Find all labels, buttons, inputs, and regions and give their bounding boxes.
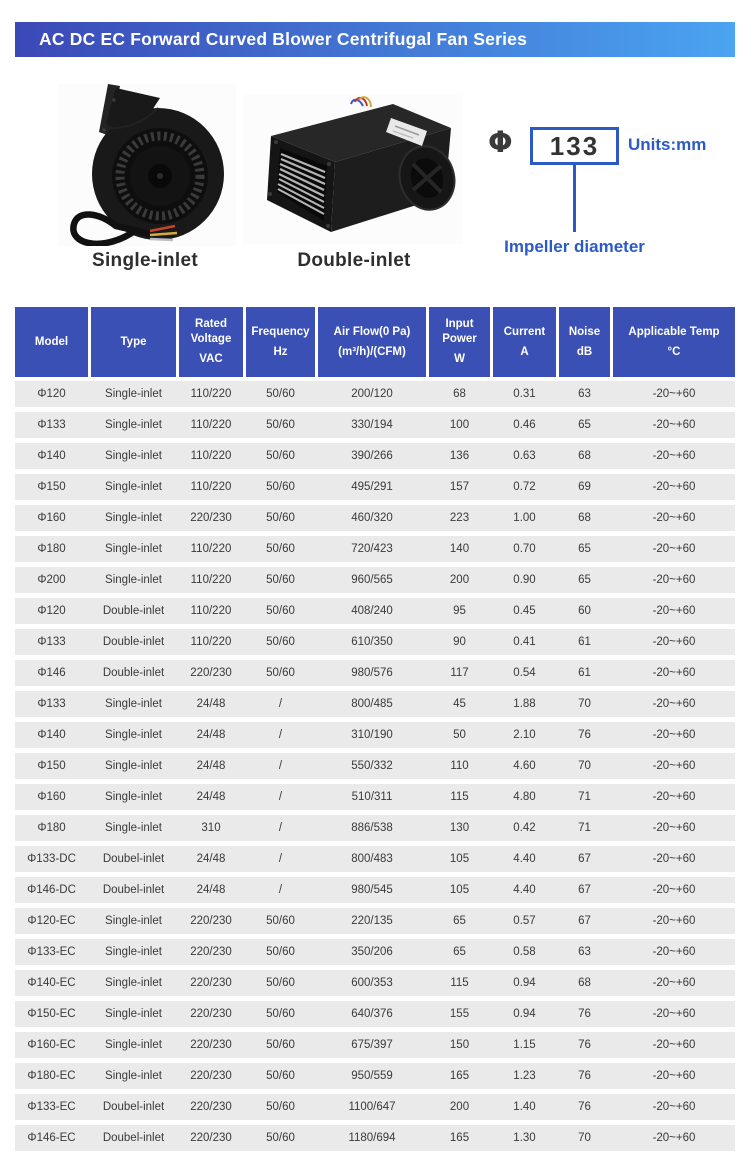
table-cell: -20~+60 bbox=[652, 667, 696, 679]
table-cell: 65 bbox=[578, 543, 591, 555]
impeller-diameter-value: 133 bbox=[549, 130, 600, 161]
table-cell: 4.60 bbox=[513, 760, 536, 772]
table-cell: 68 bbox=[578, 450, 591, 462]
table-cell: -20~+60 bbox=[652, 636, 696, 648]
table-cell: -20~+60 bbox=[652, 698, 696, 710]
table-row bbox=[15, 505, 735, 531]
table-row bbox=[15, 691, 735, 717]
units-label: Units:mm bbox=[628, 135, 707, 154]
table-cell: 24/48 bbox=[196, 760, 226, 772]
table-cell: 50/60 bbox=[266, 915, 295, 927]
table-cell: 408/240 bbox=[351, 605, 393, 617]
table-cell: 67 bbox=[578, 853, 591, 865]
page-title-banner bbox=[15, 22, 735, 57]
table-cell: 220/230 bbox=[190, 946, 232, 958]
table-cell: 200 bbox=[449, 574, 470, 586]
table-cell: 95 bbox=[453, 605, 466, 617]
table-cell: Single-inlet bbox=[105, 698, 162, 710]
phi-diameter-symbol: Φ bbox=[488, 125, 513, 159]
table-cell: 495/291 bbox=[351, 481, 393, 493]
table-cell: Doubel-inlet bbox=[102, 884, 165, 896]
table-row bbox=[15, 567, 735, 593]
table-cell: 675/397 bbox=[351, 1039, 393, 1051]
table-cell: Φ150-EC bbox=[27, 1008, 76, 1020]
table-row bbox=[15, 846, 735, 872]
table-cell: Φ140 bbox=[37, 729, 66, 741]
column-header: Rated Voltage VAC bbox=[179, 307, 243, 377]
table-cell: Single-inlet bbox=[105, 1039, 162, 1051]
table-cell: 0.72 bbox=[513, 481, 536, 493]
specification-table bbox=[15, 307, 735, 1156]
impeller-diameter-value-box bbox=[530, 127, 619, 165]
table-cell: 24/48 bbox=[196, 853, 226, 865]
table-row bbox=[15, 474, 735, 500]
table-cell: 69 bbox=[578, 481, 591, 493]
table-cell: Single-inlet bbox=[105, 450, 162, 462]
column-header: Current A bbox=[493, 307, 556, 377]
table-cell: 4.40 bbox=[513, 884, 536, 896]
table-cell: 65 bbox=[578, 574, 591, 586]
table-cell: 110 bbox=[450, 760, 469, 772]
table-cell: Φ120 bbox=[37, 388, 66, 400]
table-cell: 165 bbox=[449, 1132, 470, 1144]
table-cell: 0.45 bbox=[513, 605, 536, 617]
table-cell: Single-inlet bbox=[105, 977, 162, 989]
table-cell: 4.40 bbox=[513, 853, 536, 865]
table-cell: Single-inlet bbox=[105, 512, 162, 524]
table-cell: 65 bbox=[578, 419, 591, 431]
table-cell: Single-inlet bbox=[105, 915, 162, 927]
table-cell: Φ180 bbox=[37, 543, 66, 555]
table-cell: 50/60 bbox=[266, 636, 295, 648]
table-cell: -20~+60 bbox=[652, 791, 696, 803]
table-row bbox=[15, 784, 735, 810]
table-cell: 63 bbox=[578, 946, 591, 958]
table-cell: 50/60 bbox=[266, 419, 295, 431]
double-inlet-blower-icon bbox=[243, 94, 463, 244]
table-cell: / bbox=[278, 791, 283, 803]
table-cell: -20~+60 bbox=[652, 450, 696, 462]
table-cell: 76 bbox=[578, 1101, 591, 1113]
table-cell: Φ133 bbox=[37, 636, 66, 648]
table-cell: 140 bbox=[449, 543, 470, 555]
table-cell: Φ160 bbox=[37, 512, 66, 524]
table-cell: 4.80 bbox=[513, 791, 536, 803]
table-cell: 110/220 bbox=[190, 481, 232, 493]
table-cell: 105 bbox=[449, 884, 470, 896]
table-row bbox=[15, 815, 735, 841]
table-cell: 1180/694 bbox=[348, 1132, 396, 1144]
table-cell: 220/230 bbox=[190, 667, 232, 679]
table-row bbox=[15, 443, 735, 469]
table-cell: 0.41 bbox=[513, 636, 536, 648]
table-cell: 800/483 bbox=[351, 853, 393, 865]
table-cell: 220/230 bbox=[190, 1039, 232, 1051]
table-cell: 65 bbox=[453, 915, 466, 927]
table-cell: Φ180-EC bbox=[27, 1070, 76, 1082]
table-cell: Φ146-EC bbox=[27, 1132, 76, 1144]
table-cell: Φ133 bbox=[37, 698, 66, 710]
table-cell: 1.23 bbox=[513, 1070, 536, 1082]
table-cell: 960/565 bbox=[351, 574, 393, 586]
table-cell: 45 bbox=[453, 698, 466, 710]
table-cell: 2.10 bbox=[513, 729, 536, 741]
table-cell: Φ120-EC bbox=[27, 915, 76, 927]
single-inlet-fan-image bbox=[58, 84, 236, 246]
table-cell: 110/220 bbox=[190, 574, 232, 586]
table-cell: 50/60 bbox=[266, 512, 295, 524]
table-cell: 50/60 bbox=[266, 450, 295, 462]
table-row bbox=[15, 598, 735, 624]
table-cell: 0.46 bbox=[513, 419, 536, 431]
table-cell: 24/48 bbox=[196, 698, 226, 710]
table-cell: 0.58 bbox=[513, 946, 536, 958]
table-cell: Doubel-inlet bbox=[102, 853, 165, 865]
table-cell: 71 bbox=[578, 791, 591, 803]
table-cell: 50/60 bbox=[266, 388, 295, 400]
table-cell: 50/60 bbox=[266, 1070, 295, 1082]
table-cell: Single-inlet bbox=[105, 388, 162, 400]
table-cell: 136 bbox=[449, 450, 470, 462]
table-cell: 76 bbox=[578, 729, 591, 741]
table-cell: / bbox=[278, 853, 283, 865]
table-cell: Φ133-EC bbox=[27, 946, 76, 958]
table-cell: Φ133 bbox=[37, 419, 66, 431]
table-header bbox=[15, 307, 735, 377]
table-cell: 68 bbox=[578, 512, 591, 524]
table-cell: 220/230 bbox=[190, 1070, 232, 1082]
table-cell: 0.94 bbox=[513, 977, 536, 989]
table-cell: 68 bbox=[453, 388, 466, 400]
table-cell: -20~+60 bbox=[652, 853, 696, 865]
table-cell: -20~+60 bbox=[652, 512, 696, 524]
table-cell: Single-inlet bbox=[105, 481, 162, 493]
table-cell: 220/230 bbox=[190, 512, 232, 524]
table-cell: Φ140-EC bbox=[27, 977, 76, 989]
table-cell: Φ160-EC bbox=[27, 1039, 76, 1051]
table-cell: -20~+60 bbox=[652, 977, 696, 989]
table-cell: 50/60 bbox=[266, 605, 295, 617]
table-cell: -20~+60 bbox=[652, 729, 696, 741]
table-cell: Single-inlet bbox=[105, 760, 162, 772]
table-cell: 90 bbox=[453, 636, 466, 648]
table-cell: 63 bbox=[578, 388, 591, 400]
table-row bbox=[15, 629, 735, 655]
double-inlet-fan-image bbox=[243, 94, 463, 244]
table-cell: 1100/647 bbox=[348, 1101, 396, 1113]
table-cell: 60 bbox=[578, 605, 591, 617]
table-cell: Single-inlet bbox=[105, 822, 162, 834]
table-cell: Φ146 bbox=[37, 667, 66, 679]
table-cell: 117 bbox=[450, 667, 469, 679]
table-cell: Φ200 bbox=[37, 574, 66, 586]
table-cell: -20~+60 bbox=[652, 884, 696, 896]
table-cell: 330/194 bbox=[351, 419, 393, 431]
table-row bbox=[15, 939, 735, 965]
table-cell: 150 bbox=[449, 1039, 470, 1051]
table-cell: Single-inlet bbox=[105, 1070, 162, 1082]
table-cell: -20~+60 bbox=[652, 605, 696, 617]
table-cell: Single-inlet bbox=[105, 543, 162, 555]
table-cell: / bbox=[278, 884, 283, 896]
table-cell: 220/230 bbox=[190, 1101, 232, 1113]
column-header: Type bbox=[91, 307, 176, 377]
table-cell: Single-inlet bbox=[105, 946, 162, 958]
table-row bbox=[15, 660, 735, 686]
table-cell: 67 bbox=[578, 884, 591, 896]
table-cell: Φ140 bbox=[37, 450, 66, 462]
table-cell: 70 bbox=[578, 760, 591, 772]
table-cell: -20~+60 bbox=[652, 574, 696, 586]
table-cell: 50/60 bbox=[266, 1101, 295, 1113]
table-row bbox=[15, 970, 735, 996]
table-cell: 61 bbox=[578, 636, 591, 648]
table-cell: 640/376 bbox=[351, 1008, 393, 1020]
table-cell: 310 bbox=[201, 822, 221, 834]
table-cell: 886/538 bbox=[351, 822, 393, 834]
table-cell: 0.54 bbox=[513, 667, 536, 679]
table-cell: / bbox=[278, 760, 283, 772]
table-cell: -20~+60 bbox=[652, 1070, 696, 1082]
single-inlet-label: Single-inlet bbox=[92, 250, 198, 271]
table-cell: 165 bbox=[449, 1070, 470, 1082]
table-cell: 223 bbox=[449, 512, 470, 524]
table-cell: 50/60 bbox=[266, 1039, 295, 1051]
table-cell: 70 bbox=[578, 698, 591, 710]
table-cell: Doubel-inlet bbox=[102, 1101, 165, 1113]
table-cell: Double-inlet bbox=[102, 667, 165, 679]
table-row bbox=[15, 722, 735, 748]
table-cell: 65 bbox=[453, 946, 466, 958]
table-cell: Single-inlet bbox=[105, 729, 162, 741]
table-cell: 110/220 bbox=[190, 543, 232, 555]
table-cell: Φ146-DC bbox=[27, 884, 76, 896]
hero-section bbox=[0, 57, 750, 307]
table-cell: 110/220 bbox=[190, 419, 232, 431]
table-row bbox=[15, 1001, 735, 1027]
table-cell: 68 bbox=[578, 977, 591, 989]
double-inlet-label: Double-inlet bbox=[297, 250, 411, 271]
table-cell: Double-inlet bbox=[102, 636, 165, 648]
callout-connector-line bbox=[573, 165, 576, 232]
table-cell: 220/135 bbox=[351, 915, 393, 927]
column-header: Frequency Hz bbox=[246, 307, 315, 377]
impeller-diameter-caption: Impeller diameter bbox=[504, 237, 645, 256]
table-cell: -20~+60 bbox=[652, 481, 696, 493]
table-cell: / bbox=[278, 729, 283, 741]
table-cell: 220/230 bbox=[190, 1132, 232, 1144]
single-inlet-blower-icon bbox=[58, 84, 236, 246]
table-cell: 0.94 bbox=[513, 1008, 536, 1020]
table-row bbox=[15, 1063, 735, 1089]
table-cell: 0.63 bbox=[513, 450, 536, 462]
table-cell: Φ180 bbox=[37, 822, 66, 834]
table-cell: 155 bbox=[449, 1008, 470, 1020]
table-cell: 800/485 bbox=[351, 698, 393, 710]
table-row bbox=[15, 536, 735, 562]
table-cell: 110/220 bbox=[190, 636, 232, 648]
table-cell: 50/60 bbox=[266, 667, 295, 679]
table-cell: 115 bbox=[450, 791, 469, 803]
table-cell: 1.00 bbox=[513, 512, 536, 524]
table-cell: 600/353 bbox=[351, 977, 393, 989]
table-cell: -20~+60 bbox=[652, 760, 696, 772]
table-cell: 76 bbox=[578, 1070, 591, 1082]
table-cell: Single-inlet bbox=[105, 791, 162, 803]
table-cell: 61 bbox=[578, 667, 591, 679]
table-cell: 460/320 bbox=[351, 512, 393, 524]
table-cell: -20~+60 bbox=[652, 915, 696, 927]
table-cell: 110/220 bbox=[190, 605, 232, 617]
table-cell: -20~+60 bbox=[652, 419, 696, 431]
table-row bbox=[15, 412, 735, 438]
table-cell: 130 bbox=[449, 822, 470, 834]
table-cell: -20~+60 bbox=[652, 1132, 696, 1144]
table-cell: -20~+60 bbox=[652, 1008, 696, 1020]
table-cell: 50/60 bbox=[266, 946, 295, 958]
table-cell: Φ133-DC bbox=[27, 853, 76, 865]
table-cell: 24/48 bbox=[196, 884, 226, 896]
table-row bbox=[15, 753, 735, 779]
table-cell: 76 bbox=[578, 1039, 591, 1051]
table-row bbox=[15, 877, 735, 903]
table-cell: 220/230 bbox=[190, 915, 232, 927]
table-cell: 1.15 bbox=[513, 1039, 536, 1051]
table-cell: 110/220 bbox=[190, 450, 232, 462]
table-cell: 50/60 bbox=[266, 574, 295, 586]
table-cell: / bbox=[278, 698, 283, 710]
table-cell: -20~+60 bbox=[652, 388, 696, 400]
table-cell: 1.40 bbox=[513, 1101, 536, 1113]
table-cell: / bbox=[278, 822, 283, 834]
table-cell: 24/48 bbox=[196, 791, 226, 803]
table-cell: Φ150 bbox=[37, 481, 66, 493]
table-cell: 980/545 bbox=[351, 884, 393, 896]
table-cell: 50/60 bbox=[266, 1008, 295, 1020]
table-cell: 50/60 bbox=[266, 1132, 295, 1144]
table-cell: 200 bbox=[449, 1101, 470, 1113]
table-cell: Single-inlet bbox=[105, 419, 162, 431]
table-cell: 220/230 bbox=[190, 1008, 232, 1020]
table-cell: 1.88 bbox=[513, 698, 536, 710]
table-cell: -20~+60 bbox=[652, 1101, 696, 1113]
table-cell: Single-inlet bbox=[105, 574, 162, 586]
table-cell: Φ133-EC bbox=[27, 1101, 76, 1113]
table-cell: 67 bbox=[578, 915, 591, 927]
table-cell: 71 bbox=[578, 822, 591, 834]
table-cell: 76 bbox=[578, 1008, 591, 1020]
column-header: Applicable Temp °C bbox=[613, 307, 735, 377]
table-cell: 510/311 bbox=[351, 791, 393, 803]
table-cell: -20~+60 bbox=[652, 946, 696, 958]
table-cell: 50/60 bbox=[266, 543, 295, 555]
table-cell: 50 bbox=[453, 729, 466, 741]
table-row bbox=[15, 1032, 735, 1058]
column-header: Air Flow(0 Pa) (m³/h)/(CFM) bbox=[318, 307, 426, 377]
table-cell: 310/190 bbox=[351, 729, 393, 741]
table-cell: Φ160 bbox=[37, 791, 66, 803]
table-row bbox=[15, 1125, 735, 1151]
table-cell: Single-inlet bbox=[105, 1008, 162, 1020]
column-header: Model bbox=[15, 307, 88, 377]
table-cell: 50/60 bbox=[266, 977, 295, 989]
table-cell: Double-inlet bbox=[102, 605, 165, 617]
table-cell: 70 bbox=[578, 1132, 591, 1144]
table-cell: 1.30 bbox=[513, 1132, 536, 1144]
table-cell: 0.90 bbox=[513, 574, 536, 586]
table-cell: 350/206 bbox=[351, 946, 393, 958]
table-cell: -20~+60 bbox=[652, 543, 696, 555]
table-cell: 0.57 bbox=[513, 915, 536, 927]
table-cell: 0.31 bbox=[513, 388, 536, 400]
table-cell: 390/266 bbox=[351, 450, 393, 462]
table-cell: -20~+60 bbox=[652, 1039, 696, 1051]
table-cell: 0.70 bbox=[513, 543, 536, 555]
table-cell: 0.42 bbox=[513, 822, 536, 834]
table-row bbox=[15, 1094, 735, 1120]
table-cell: 157 bbox=[449, 481, 470, 493]
table-cell: 610/350 bbox=[351, 636, 393, 648]
table-cell: Doubel-inlet bbox=[102, 1132, 165, 1144]
table-cell: Φ150 bbox=[37, 760, 66, 772]
table-cell: 950/559 bbox=[351, 1070, 393, 1082]
table-cell: 105 bbox=[449, 853, 470, 865]
table-row bbox=[15, 908, 735, 934]
table-row bbox=[15, 381, 735, 407]
table-cell: 50/60 bbox=[266, 481, 295, 493]
table-cell: 220/230 bbox=[190, 977, 232, 989]
table-cell: 110/220 bbox=[190, 388, 232, 400]
table-cell: Φ120 bbox=[37, 605, 66, 617]
table-cell: 720/423 bbox=[351, 543, 393, 555]
column-header: Noise dB bbox=[559, 307, 610, 377]
table-cell: 115 bbox=[450, 977, 469, 989]
column-header: Input Power W bbox=[429, 307, 490, 377]
table-cell: 24/48 bbox=[196, 729, 226, 741]
table-cell: -20~+60 bbox=[652, 822, 696, 834]
page-title: AC DC EC Forward Curved Blower Centrifugal Fan Series bbox=[39, 29, 528, 49]
table-cell: 100 bbox=[449, 419, 470, 431]
table-cell: 200/120 bbox=[351, 388, 393, 400]
table-cell: 980/576 bbox=[351, 667, 393, 679]
table-cell: 550/332 bbox=[351, 760, 393, 772]
table-body bbox=[15, 381, 735, 1151]
